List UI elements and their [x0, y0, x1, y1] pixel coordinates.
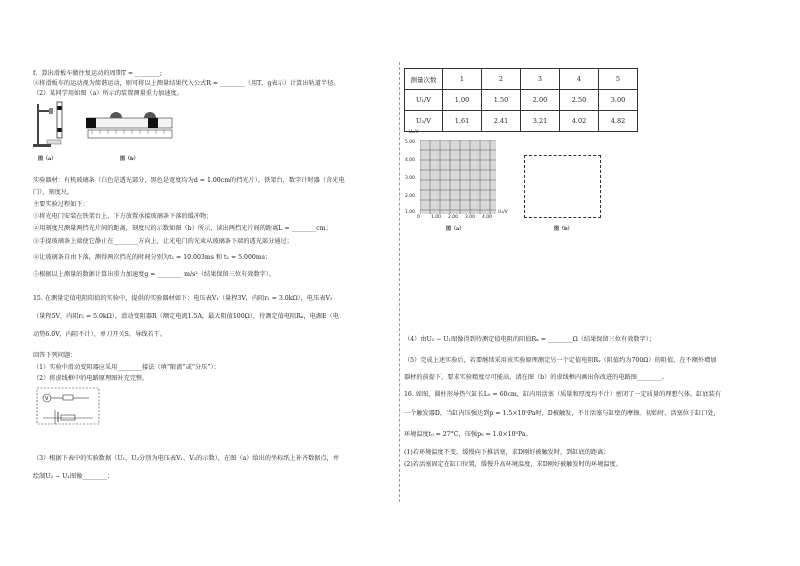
text-line: （2）某同学用如图（a）所示的装置测量重力加速度。: [33, 90, 183, 97]
text-line: 门），刻度尺。: [33, 189, 74, 196]
text-line: 动势6.0V，内阻不计），单刀开关S，导线若干。: [33, 331, 167, 338]
table-cell: 1.00: [443, 90, 482, 111]
text-line: （5）完成上述实验后，若要继续采用该实验原理测定另一个定值电阻Rᵧ（阻值约为700Ω）的阻值，在不额外增加: [404, 357, 717, 364]
graph-y-tick: 4.00: [405, 158, 416, 163]
figure-b-caption: 图（b）: [120, 156, 139, 162]
text-line: （2）将虚线框中的电路原理图补充完整。: [33, 375, 149, 382]
table-cell: 4: [560, 69, 599, 90]
text-line: ④让玻璃条自由下落，测得两次挡光的时间分别为t₁ = 10.003ms 和 t₂ = 5.000ms；: [33, 254, 272, 261]
text-line: 16. 如图，圆柱形导热气缸长L₀ = 60cm，缸内用活塞（质量和厚度均不计）密闭了一定质量的理想气体，缸底装有: [404, 391, 721, 398]
graph-x-tick: 3.00: [465, 215, 476, 220]
text-line: (2)若活塞固定在缸口位置，缓慢升高环境温度，求D刚好被触发时的环境温度。: [404, 461, 622, 468]
graph-y-label: U₂/V: [409, 130, 419, 135]
table-cell: 1.61: [443, 111, 482, 132]
table-cell: 3: [521, 69, 560, 90]
figure-b-ruler: [86, 112, 174, 152]
text-line: （1）实验中滑动变阻器应采用________接法（填“限流”或“分压”）；: [33, 364, 220, 371]
graph-caption-b: 图（b）: [554, 226, 573, 232]
table-cell: 1.50: [482, 90, 521, 111]
table-cell: 2.50: [560, 90, 599, 111]
table-cell: 1: [443, 69, 482, 90]
text-line: （3）根据下表中的实验数据（U₁、U₂分别为电压表V₁、V₂的示数），在图（a）给出的坐标纸上补齐数据点，并: [33, 455, 340, 462]
text-line: f、算出滑板车做往复运动的周期T = ________;: [33, 70, 162, 77]
column-divider: [399, 62, 400, 502]
graph-x-tick: 0: [417, 215, 420, 220]
table-cell: 2.00: [521, 90, 560, 111]
table-cell: U₂/V: [405, 111, 443, 132]
dashed-circuit-box: [524, 155, 601, 218]
text-line: ⑤根据以上测量的数据计算出重力加速度g = ________ m/s²（结果保留三位有效数字）。: [33, 271, 276, 278]
text-line: 主要实验过程如下：: [33, 201, 89, 208]
text-line: （4）由U₂ − U₁图像得到待测定值电阻的阻值Rₓ = ________Ω（结果保留三位有效数字）；: [404, 336, 656, 343]
graph-caption-a: 图（a）: [446, 226, 465, 232]
svg-text:V: V: [45, 396, 49, 402]
text-line: ③手提玻璃条上端使它静止在________方向上，让光电门的光束从玻璃条下端的透光部分通过；: [33, 238, 293, 245]
table-cell: 4.02: [560, 111, 599, 132]
table-row: [405, 90, 638, 111]
text-line: ①将光电门安装在铁架台上，下方放置承接玻璃条下落的缓冲物；: [33, 213, 213, 220]
table-cell: 测量次数: [405, 69, 443, 90]
figure-a-caption: 图（a）: [38, 156, 57, 162]
circuit-diagram: [33, 384, 105, 430]
text-line: 实验器材：有机玻璃条（白色是透光部分，黑色是宽度均为d = 1.00cm的挡光片），铁架台，数字计时器（含光电: [33, 177, 345, 184]
table-row: [405, 69, 638, 90]
table-row: [405, 111, 638, 132]
graph-x-tick: 4.00: [482, 215, 493, 220]
graph-x-tick: 2.00: [448, 215, 459, 220]
table-cell: 4.82: [599, 111, 638, 132]
graph-y-tick: 5.00: [405, 140, 416, 145]
graph-y-tick: 3.00: [405, 176, 416, 181]
figure-a-apparatus: [33, 100, 73, 152]
table-cell: 2.41: [482, 111, 521, 132]
graph-x-tick: 1.00: [431, 215, 442, 220]
text-line: (1)若环境温度不变，缓慢向下推活塞，求D刚好被触发时，到缸底的距离；: [404, 449, 610, 456]
graph-y-tick: 2.00: [405, 194, 416, 199]
text-line: （量程5V，内阻r₂ = 5.0kΩ），滑动变阻器R（额定电流1.5A，最大阻值100Ω），待测定值电阻Rₓ，电源E（电: [33, 313, 339, 320]
graph-paper-grid: [420, 140, 496, 214]
table-cell: 3.00: [599, 90, 638, 111]
table-cell: 5: [599, 69, 638, 90]
graph-y-tick: 1.00: [405, 210, 416, 215]
text-line: 回答下列问题：: [33, 352, 77, 359]
table-cell: U₁/V: [405, 90, 443, 111]
graph-x-label: U₁/V: [498, 210, 508, 215]
measurement-table: [404, 68, 638, 132]
table-cell: 2: [482, 69, 521, 90]
table-cell: 3.21: [521, 111, 560, 132]
text-line: ②用刻度尺测量两挡光片间的距离，刻度尺的示数如图（b）所示，读出两挡光片间的距离L = ________cm；: [33, 225, 332, 232]
text-line: 器材的前提下，要求实验精度尽可能高，请在图（b）的虚线框内画出你改进的电路图________。: [404, 374, 668, 381]
text-line: 环境温度t₀ = 27°C，压强p₀ = 1.0×10⁵Pa。: [404, 431, 532, 438]
text-line: 一个触发器D，当缸内压强达到p = 1.5×10⁵Pa时，D被触发，不计活塞与缸壁的摩擦。初始时，活塞位于缸口处，: [404, 410, 720, 417]
text-line: ③将滑板车的运动视为简谐运动，则可将以上测量结果代入公式R = ________（用T、g表示）计算出轨道半径。: [33, 80, 340, 87]
text-line: 15. 在测量定值电阻阻值的实验中，提供的实验器材如下：电压表V₁（量程3V，内阻r₁ = 3.0kΩ），电压表V₂: [33, 295, 333, 302]
text-line: 绘制U₂ − U₁图像________；: [33, 473, 114, 480]
